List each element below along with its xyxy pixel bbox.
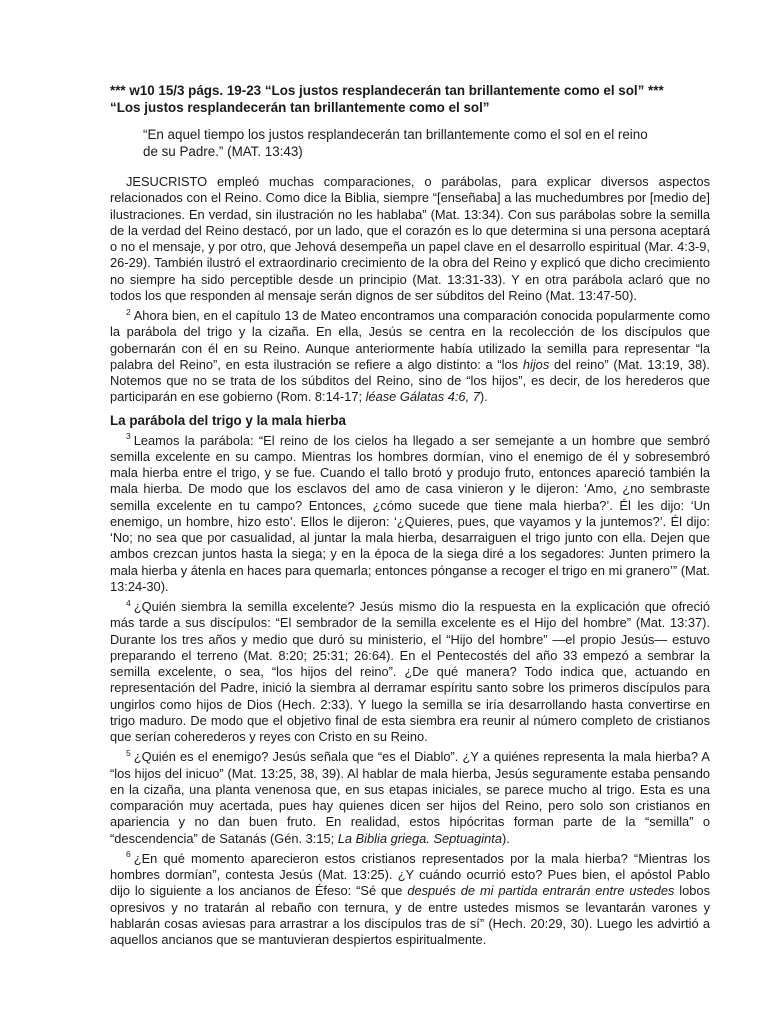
italic-text: después de mi partida entrarán entre ustedes bbox=[407, 883, 675, 899]
paragraph-text: ¿Quién siembra la semilla excelente? Jesús mismo dio la respuesta en la explicación que ofreció más tarde a sus discípulos: “El sembrador de la semilla excelente es el Hijo del hombre” (Mat. 13:37). Durante los tres años y medio que duró su ministerio, el “Hijo del hombre” —el propio Jesús— estuvo preparando el terreno (Mat. 8:20; 25:31; 26:64). En el Pentecostés del año 33 empezó a sembrar la semilla excelente, o sea, “los hijos del reino”. ¿De qué manera? Todo indica que, actuando en representación del Padre, inició la siembra al derramar espíritu santo sobre los primeros discípulos para ungirlos como hijos de Dios (Hech. 2:33). Y luego la semilla se iría desarrollando hasta convertirse en trigo maduro. De modo que el objetivo final de esta siembra era reunir al número completo de cristianos que serían coherederos y reyes con Cristo en su Reino. bbox=[110, 599, 710, 744]
paragraph-number: 5 bbox=[126, 747, 131, 758]
paragraph-number: 3 bbox=[126, 431, 131, 442]
paragraph-number: 6 bbox=[126, 849, 131, 860]
paragraph-text: ). bbox=[479, 389, 488, 405]
paragraph-number: 4 bbox=[126, 597, 131, 608]
paragraph-text: Leamos la parábola: “El reino de los cielos ha llegado a ser semejante a un hombre que sembró semilla excelente en su campo. Mientras los hombres dormían, vino el enemigo de él y sobresembró mala hierba entre el trigo, y se fue. Cuando el tallo brotó y produjo fruto, entonces apareció también la mala hierba. De modo que los esclavos del amo de casa vinieron y le dijeron: ‘Amo, ¿no sembraste semilla excelente en tu campo? Entonces, ¿cómo sucede que tiene mala hierba?’. Él les dijo: ‘Un enemigo, un hombre, hizo esto’. Ellos le dijeron: ‘¿Quieres, pues, que vayamos y la juntemos?’. Él dijo: ‘No; no sea que por casualidad, al juntar la mala hierba, desarraiguen el trigo junto con ella. Dejen que ambos crezcan juntos hasta la siega; y en la época de la siega diré a los segadores: Junten primero la mala hierba y átenla en haces para quemarla; entonces pónganse a recoger el trigo en mi granero’” (Mat. 13:24-30). bbox=[110, 432, 710, 594]
article-reference-title: *** w10 15/3 págs. 19-23 “Los justos resplandecerán tan brillantemente como el sol” *** bbox=[110, 83, 664, 98]
paragraph-text: ). bbox=[502, 830, 510, 846]
paragraph-number: 2 bbox=[126, 306, 131, 317]
paragraph-text: Ahora bien, en el capítulo 13 de Mateo encontramos una comparación conocida popularmente como la parábola del trigo y la cizaña. En ella, Jesús se centra en la recolección de los discípulos que gobernarán con él en su Reino. Aunque anteriormente había utilizado la semilla para representar “la palabra del Reino”, en esta ilustración se refiere a algo distinto: a “los bbox=[110, 308, 710, 372]
paragraph-5 bbox=[110, 749, 710, 847]
paragraph-text: ¿Quién es el enemigo? Jesús señala que “es el Diablo”. ¿Y a quiénes representa la mala hierba? A “los hijos del inicuo” (Mat. 13:25, 38, 39). Al hablar de mala hierba, Jesús seguramente estaba pensando en la cizaña, una planta venenosa que, en sus etapas iniciales, se parece mucho al trigo. Esta es una comparación muy acertada, pues hay quienes dicen ser hijos del Reino, pero solo son cristianos en apariencia y no dan buen fruto. En realidad, estos hipócritas forman parte de la “semilla” o “descendencia” de Satanás (Gén. 3:15; bbox=[110, 749, 710, 846]
section-heading: La parábola del trigo y la mala hierba bbox=[110, 412, 346, 428]
italic-text: hijos bbox=[522, 356, 550, 372]
theme-scripture: “En aquel tiempo los justos resplandecerán tan brillantemente como el sol en el reino de su Padre.” (MAT. 13:43) bbox=[143, 127, 648, 159]
paragraph-text: del reino” (Mat. 13:19, 38). Notemos que no se trata de los súbditos del Reino, sino de “los hijos”, es decir, de los herederos que participarán en ese gobierno (Rom. 8:14-17; bbox=[110, 356, 710, 405]
paragraph-text: JESUCRISTO empleó muchas comparaciones, o parábolas, para explicar diversos aspectos relacionados con el Reino. Como dice la Biblia, siempre “[enseñaba] a las muchedumbres por [medio de] ilustraciones. En verdad, sin ilustración no les hablaba” (Mat. 13:34). Con sus parábolas sobre la semilla de la verdad del Reino destacó, por un lado, que el corazón es lo que determina si una persona aceptará o no el mensaje, y por otro, que Jehová desempeña un papel clave en el desarrollo espiritual (Mar. 4:3-9, 26-29). También ilustró el extraordinario crecimiento de la obra del Reino y explicó que dicho crecimiento no siempre ha sido perceptible desde un principio (Mat. 13:31-33). Y en otra parábola aclaró que no todos los que responden al mensaje serán dignos de ser súbditos del Reino (Mat. 13:47-50). bbox=[110, 174, 710, 303]
paragraph-text: ¿En qué momento aparecieron estos cristianos representados por la mala hierba? “Mientras los hombres dormían”, contesta Jesús (Mat. 13:25). ¿Y cuándo ocurrió esto? Pues bien, el apóstol Pablo dijo lo siguiente a los ancianos de Éfeso: “Sé que bbox=[110, 850, 710, 899]
article-title: “Los justos resplandecerán tan brillantemente como el sol” bbox=[110, 100, 490, 115]
paragraph-4 bbox=[110, 599, 710, 745]
paragraph-3 bbox=[110, 433, 710, 596]
paragraph-1 bbox=[110, 174, 710, 304]
italic-text: La Biblia griega. Septuaginta bbox=[337, 830, 503, 846]
italic-text: léase Gálatas 4:6, 7 bbox=[365, 389, 480, 405]
paragraph-2 bbox=[110, 308, 710, 406]
paragraph-6 bbox=[110, 851, 710, 949]
paragraph-text: lobos opresivos y no tratarán al rebaño con ternura, y de entre ustedes mismos se levantarán varones y hablarán cosas aviesas para arrastrar a los discípulos tras de sí” (Hech. 20:29, 30). Luego les advirtió a aquellos ancianos que se mantuvieran despiertos espiritualmente. bbox=[110, 883, 710, 947]
